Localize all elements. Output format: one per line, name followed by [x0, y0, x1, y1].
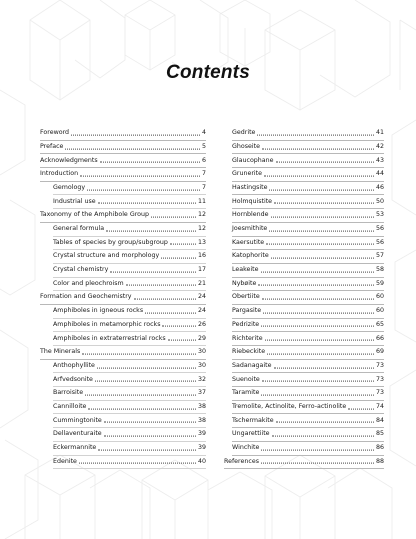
dot-leader	[262, 381, 374, 382]
toc-entry-label: Taramite	[232, 389, 260, 397]
toc-entry-page-number: 41	[375, 129, 384, 137]
dot-leader	[100, 162, 200, 163]
toc-entry-page-number: 4	[201, 129, 206, 137]
toc-entry-page-number: 29	[197, 334, 206, 342]
toc-entry[interactable]	[232, 387, 384, 401]
toc-entry[interactable]	[53, 264, 206, 278]
toc-entry-label: Tables of species by group/subgroup	[53, 238, 168, 246]
toc-entry[interactable]	[232, 182, 384, 196]
toc-entry[interactable]	[53, 237, 206, 251]
toc-entry-label: Kaersutite	[232, 238, 265, 246]
toc-entry-label: Tschermakite	[232, 416, 274, 424]
toc-entry-label: Anthophyllite	[53, 361, 95, 369]
toc-entry-page-number: 56	[375, 238, 384, 246]
toc-entry[interactable]	[40, 209, 206, 223]
toc-entry-label: Gedrite	[232, 129, 256, 137]
dot-leader	[71, 134, 200, 135]
dot-leader	[106, 230, 196, 231]
toc-entry[interactable]	[53, 195, 206, 209]
toc-entry-label: Obertiite	[232, 293, 260, 301]
toc-entry-page-number: 26	[197, 320, 206, 328]
toc-entry-page-number: 44	[375, 170, 384, 178]
toc-entry[interactable]	[232, 305, 384, 319]
toc-right-column	[224, 127, 384, 469]
toc-entry-page-number: 73	[375, 361, 384, 369]
dot-leader	[168, 340, 196, 341]
toc-entry-page-number: 58	[375, 266, 384, 274]
dot-leader	[85, 395, 196, 396]
dot-leader	[97, 367, 196, 368]
toc-entry[interactable]	[232, 223, 384, 237]
toc-entry-page-number: 5	[201, 142, 206, 150]
toc-entry-page-number: 73	[375, 389, 384, 397]
toc-entry-label: Amphiboles in igneous rocks	[53, 307, 144, 315]
toc-entry-page-number: 11	[197, 197, 206, 205]
toc-entry-page-number: 12	[197, 225, 206, 232]
dot-leader	[98, 449, 196, 450]
toc-entry-label: Winchite	[232, 444, 260, 451]
toc-entry-label: Cummingtonite	[53, 416, 102, 424]
dot-leader	[258, 285, 374, 286]
toc-entry-page-number: 7	[201, 170, 206, 178]
toc-entry-label: Joesmithite	[232, 225, 268, 232]
toc-entry-page-number: 7	[201, 183, 206, 191]
dot-leader	[95, 381, 196, 382]
toc-entry[interactable]	[53, 305, 206, 319]
dot-leader	[266, 244, 374, 245]
toc-entry-page-number: 30	[197, 348, 206, 356]
toc-entry[interactable]	[53, 442, 206, 456]
toc-entry[interactable]	[232, 250, 384, 264]
toc-entry-page-number: 43	[375, 156, 384, 164]
toc-entry[interactable]	[53, 278, 206, 292]
toc-entry-label: General formula	[53, 225, 105, 232]
toc-entry[interactable]	[232, 319, 384, 333]
toc-entry-label: Leakeite	[232, 266, 259, 274]
toc-entry[interactable]	[40, 346, 206, 360]
dot-leader	[261, 326, 374, 327]
toc-entry-page-number: 73	[375, 375, 384, 383]
toc-left-column	[40, 127, 206, 469]
toc-entry-page-number: 57	[375, 252, 384, 260]
dot-leader	[262, 148, 374, 149]
toc-entry-page-number: 46	[375, 183, 384, 191]
toc-entry[interactable]	[53, 319, 206, 333]
toc-entry[interactable]	[40, 291, 206, 305]
toc-entry-page-number: 24	[197, 307, 206, 315]
toc-entry-page-number: 32	[197, 375, 206, 383]
toc-entry-label: Pargasite	[232, 307, 262, 315]
toc-entry[interactable]	[53, 456, 206, 470]
dot-leader	[274, 367, 374, 368]
toc-entry-label: Industrial use	[53, 197, 96, 205]
toc-entry-label: Richterite	[232, 334, 263, 342]
toc-entry-page-number: 60	[375, 293, 384, 301]
toc-entry-page-number: 88	[375, 457, 384, 465]
toc-entry[interactable]	[232, 414, 384, 428]
dot-leader	[65, 148, 200, 149]
toc-entry-label: Acknowledgments	[40, 156, 98, 164]
toc-entry-label: Color and pleochroism	[53, 279, 124, 287]
toc-entry-label: Ghoseite	[232, 142, 260, 150]
toc-entry-label: Formation and Geochemistry	[40, 293, 132, 301]
toc-entry-page-number: 38	[197, 416, 206, 424]
toc-entry-page-number: 66	[375, 334, 384, 342]
toc-entry-label: Gemology	[53, 183, 86, 191]
toc-entry[interactable]	[232, 127, 384, 141]
toc-entry-page-number: 86	[375, 444, 384, 451]
toc-entry-label: Hornblende	[232, 211, 269, 219]
toc-entry-label: Foreword	[40, 129, 70, 137]
dot-leader	[263, 312, 374, 313]
dot-leader	[271, 217, 374, 218]
dot-leader	[262, 299, 374, 300]
toc-entry-page-number: 69	[375, 348, 384, 356]
toc-entry[interactable]	[232, 360, 384, 374]
dot-leader	[98, 203, 196, 204]
toc-entry-label: Introduction	[40, 170, 79, 178]
toc-entry[interactable]	[232, 264, 384, 278]
toc-entry[interactable]	[40, 141, 206, 155]
page-title: Contents	[166, 62, 250, 83]
dot-leader	[261, 395, 374, 396]
toc-entry-label: The Minerals	[40, 348, 81, 356]
toc-entry-label: Suenoite	[232, 375, 260, 383]
dot-leader	[134, 299, 196, 300]
toc-entry[interactable]	[232, 401, 384, 415]
dot-leader	[265, 340, 374, 341]
toc-entry-label: Holmquistite	[232, 197, 273, 205]
toc-entry-page-number: 65	[375, 320, 384, 328]
dot-leader	[82, 353, 196, 354]
toc-entry-page-number: 42	[375, 142, 384, 150]
toc-entry-page-number: 39	[197, 430, 206, 438]
toc-entry[interactable]	[232, 332, 384, 346]
toc-entry-page-number: 13	[197, 238, 206, 246]
toc-entry[interactable]	[40, 154, 206, 168]
dot-leader	[87, 189, 200, 190]
dot-leader	[348, 408, 374, 409]
toc-entry-page-number: 17	[197, 266, 206, 274]
toc-entry-label: Hastingsite	[232, 183, 268, 191]
dot-leader	[161, 258, 196, 259]
toc-entry-label: Arfvedsonite	[53, 375, 93, 383]
toc-entry-label: Riebeckite	[232, 348, 266, 356]
toc-entry-page-number: 85	[375, 430, 384, 438]
toc-entry-page-number: 6	[201, 156, 206, 164]
dot-leader	[274, 203, 374, 204]
toc-entry[interactable]	[232, 278, 384, 292]
toc-entry-label: Nybøite	[232, 279, 257, 287]
toc-entry[interactable]	[232, 154, 384, 168]
dot-leader	[276, 422, 374, 423]
toc-entry-label: Pedrizite	[232, 320, 260, 328]
dot-leader	[271, 258, 374, 259]
dot-leader	[88, 408, 196, 409]
toc-entry-label: Amphiboles in metamorphic rocks	[53, 320, 161, 328]
toc-entry[interactable]	[232, 237, 384, 251]
toc-entry-page-number: 24	[197, 293, 206, 301]
toc-entry-page-number: 30	[197, 361, 206, 369]
dot-leader	[272, 436, 374, 437]
toc-entry-page-number: 37	[197, 389, 206, 397]
toc-entry-label: Amphiboles in extraterrestrial rocks	[53, 334, 166, 342]
toc-entry-page-number: 60	[375, 307, 384, 315]
dot-leader	[145, 312, 196, 313]
toc-entry[interactable]	[40, 127, 206, 141]
toc-entry[interactable]	[232, 442, 384, 456]
toc-entry-label: Tremolite, Actinolite, Ferro-actinolite	[232, 402, 347, 410]
toc-entry[interactable]	[53, 414, 206, 428]
toc-entry-page-number: 59	[375, 279, 384, 287]
dot-leader	[257, 134, 374, 135]
toc-entry[interactable]	[53, 332, 206, 346]
toc-entry-label: Grunerite	[232, 170, 263, 178]
toc-entry-page-number: 12	[197, 211, 206, 219]
toc-entry[interactable]	[53, 373, 206, 387]
toc-entry-label: Crystal structure and morphology	[53, 252, 160, 260]
toc-entry[interactable]	[53, 401, 206, 415]
toc-entry[interactable]	[232, 195, 384, 209]
toc-entry-label: Katophorite	[232, 252, 269, 260]
dot-leader	[104, 436, 196, 437]
toc-entry-label: Cannilloite	[53, 402, 87, 410]
toc-entry[interactable]	[232, 168, 384, 182]
toc-entry[interactable]	[232, 141, 384, 155]
toc-entry[interactable]	[53, 387, 206, 401]
toc-entry-label: References	[224, 457, 259, 465]
toc-entry[interactable]	[232, 373, 384, 387]
toc-entry-page-number: 16	[197, 252, 206, 260]
toc-entry-label: Crystal chemistry	[53, 266, 109, 274]
dot-leader	[104, 422, 196, 423]
toc-entry-label: Sadanagaite	[232, 361, 272, 369]
dot-leader	[269, 189, 374, 190]
dot-leader	[80, 176, 200, 177]
toc-entry-page-number: 40	[197, 457, 206, 465]
dot-leader	[261, 271, 374, 272]
toc-entry-label: Dellaventuraite	[53, 430, 102, 438]
toc-entry-page-number: 21	[197, 279, 206, 287]
toc-entry-label: Ungarettiite	[232, 430, 270, 438]
toc-entry[interactable]	[53, 428, 206, 442]
dot-leader	[170, 244, 196, 245]
toc-entry-page-number: 53	[375, 211, 384, 219]
toc-entry-page-number: 50	[375, 197, 384, 205]
toc-entry[interactable]	[232, 209, 384, 223]
dot-leader	[261, 449, 374, 450]
dot-leader	[261, 463, 374, 464]
toc-entry-label: Preface	[40, 142, 64, 150]
toc-entry[interactable]	[232, 291, 384, 305]
toc-entry[interactable]	[224, 456, 384, 470]
toc-entry-label: Eckermannite	[53, 444, 97, 451]
toc-entry[interactable]	[232, 346, 384, 360]
dot-leader	[162, 326, 196, 327]
dot-leader	[269, 230, 374, 231]
toc-entry-label: Glaucophane	[232, 156, 274, 164]
dot-leader	[79, 463, 196, 464]
toc-entry-page-number: 74	[375, 402, 384, 410]
toc-entry-page-number: 56	[375, 225, 384, 232]
dot-leader	[267, 353, 374, 354]
toc-entry[interactable]	[53, 360, 206, 374]
dot-leader	[110, 271, 196, 272]
toc-entry-page-number: 39	[197, 444, 206, 451]
toc-entry[interactable]	[232, 428, 384, 442]
toc-entry[interactable]	[40, 168, 206, 182]
toc-entry-label: Taxonomy of the Amphibole Group	[40, 211, 149, 219]
toc-entry-page-number: 84	[375, 416, 384, 424]
dot-leader	[151, 217, 196, 218]
toc-entry[interactable]	[53, 182, 206, 196]
toc-entry-label: Edenite	[53, 457, 77, 465]
toc-entry[interactable]	[53, 223, 206, 237]
dot-leader	[126, 285, 196, 286]
dot-leader	[264, 176, 374, 177]
toc-entry-page-number: 38	[197, 402, 206, 410]
toc-entry[interactable]	[53, 250, 206, 264]
dot-leader	[276, 162, 374, 163]
toc-entry-label: Barroisite	[53, 389, 84, 397]
